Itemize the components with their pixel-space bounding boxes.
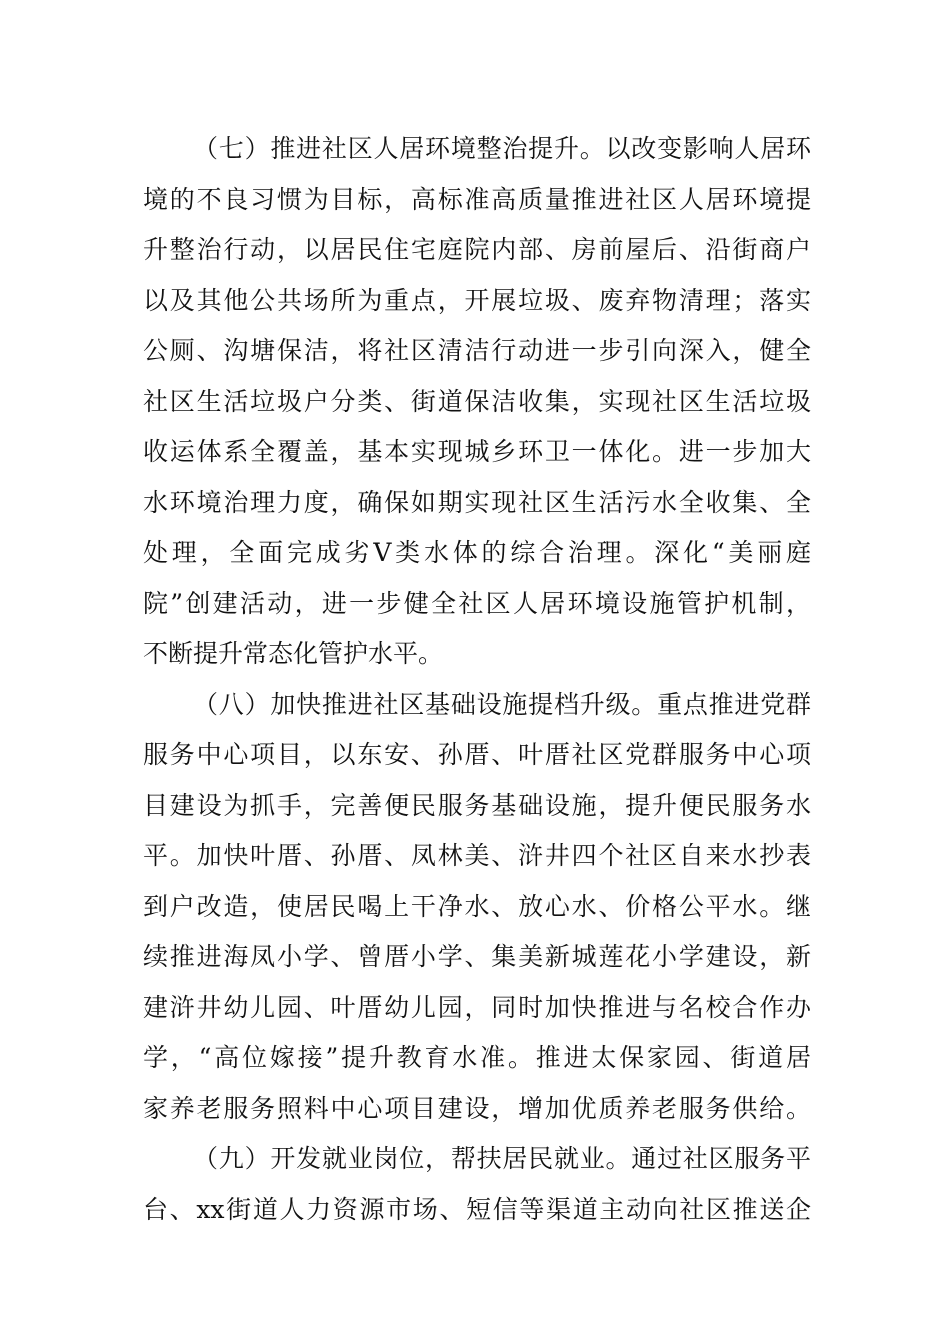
text-line: （八）加快推进社区基础设施提档升级。重点推进党群: [193, 689, 811, 719]
paragraph-seven: [143, 124, 811, 680]
text-line: 社区生活垃圾户分类、街道保洁收集，实现社区生活垃圾: [143, 386, 811, 416]
text-line: 收运体系全覆盖，基本实现城乡环卫一体化。进一步加大: [143, 437, 811, 466]
text-line: 院”创建活动，进一步健全社区人居环境设施管护机制，: [143, 588, 811, 618]
text-line: 公厕、沟塘保洁，将社区清洁行动进一步引向深入，健全: [143, 336, 811, 365]
text-line: 建浒井幼儿园、叶厝幼儿园，同时加快推进与名校合作办: [143, 992, 811, 1022]
text-line: 目建设为抓手，完善便民服务基础设施，提升便民服务水: [143, 790, 811, 820]
text-line: 到户改造，使居民喝上干净水、放心水、价格公平水。继: [143, 891, 811, 921]
text-line: 境的不良习惯为目标，高标准高质量推进社区人居环境提: [143, 184, 811, 214]
text-line: 台、xx街道人力资源市场、短信等渠道主动向社区推送企: [143, 1194, 811, 1224]
text-line: （七）推进社区人居环境整治提升。以改变影响人居环: [193, 134, 811, 163]
text-line: 水环境治理力度，确保如期实现社区生活污水全收集、全: [143, 487, 811, 517]
text-line: 平。加快叶厝、孙厝、凤林美、浒井四个社区自来水抄表: [143, 841, 811, 870]
paragraph-nine: [143, 1134, 811, 1235]
text-line: 家养老服务照料中心项目建设，增加优质养老服务供给。: [143, 1093, 811, 1123]
paragraph-eight: [143, 680, 811, 1135]
text-line: 续推进海凤小学、曾厝小学、集美新城莲花小学建设，新: [143, 942, 811, 971]
document-body: [143, 124, 811, 1235]
text-line: 不断提升常态化管护水平。: [143, 639, 444, 668]
text-line: 处理，全面完成劣Ⅴ类水体的综合治理。深化“美丽庭: [143, 538, 811, 567]
text-line: 服务中心项目，以东安、孙厝、叶厝社区党群服务中心项: [143, 740, 811, 769]
text-line: 以及其他公共场所为重点，开展垃圾、废弃物清理；落实: [143, 285, 811, 315]
text-line: 学，“高位嫁接”提升教育水准。推进太保家园、街道居: [143, 1043, 811, 1072]
text-line: 升整治行动，以居民住宅庭院内部、房前屋后、沿街商户: [143, 235, 811, 264]
text-line: （九）开发就业岗位，帮扶居民就业。通过社区服务平: [193, 1144, 811, 1173]
